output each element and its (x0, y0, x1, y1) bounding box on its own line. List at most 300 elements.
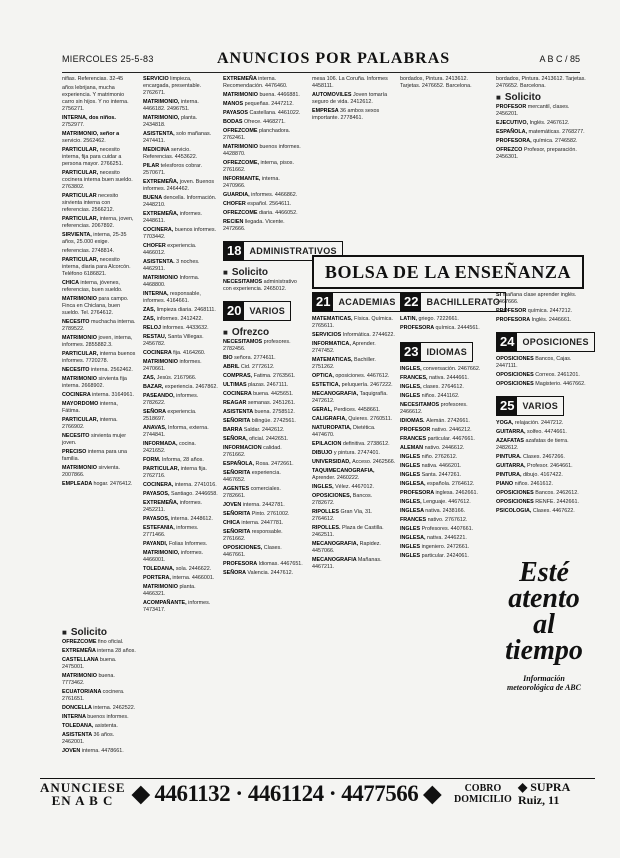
ad-keyword: AUTOMOVILES (312, 92, 353, 98)
classified-ad (62, 296, 137, 317)
ad-text: interna, joven, referencias. 2067892. (62, 216, 134, 229)
ad-text: interna buenos informes. 7720278. (62, 351, 136, 364)
ad-text: referencias. 2748814. (62, 248, 115, 254)
classified-ad (143, 147, 218, 161)
ad-text: Dietética. 4474670. (312, 425, 376, 438)
ad-keyword: OFREZCOME (223, 128, 259, 134)
classified-ad (62, 147, 137, 168)
ad-text: Magisterio. 4467662. (535, 381, 586, 387)
ad-keyword: MATRIMONIO (143, 584, 180, 590)
ad-keyword: PINTURA. (496, 454, 523, 460)
ad-text: interna. 2447781. (241, 520, 284, 526)
ad-keyword: SEÑORITA (223, 418, 252, 424)
classified-ad (400, 375, 488, 382)
ad-keyword: PROFESOR (496, 308, 528, 314)
classified-ad (62, 648, 137, 655)
ad-keyword: COCINERA, (143, 227, 175, 233)
classified-ad (312, 425, 396, 439)
ad-keyword: JOVEN (62, 748, 82, 754)
ad-keyword: INGLESA (400, 508, 426, 514)
ad-text: Jesús. 2167966. (156, 375, 197, 381)
classified-ad (223, 355, 303, 362)
ad-text: niños. 2441162. (421, 393, 460, 399)
ad-keyword: TOLEDANA, (62, 723, 95, 729)
ad-keyword: ZAS, (143, 307, 157, 313)
ad-keyword: COMPRAS, (223, 373, 254, 379)
classified-ad (223, 570, 303, 577)
classified-ad (143, 466, 218, 480)
ad-keyword: RIPOLLES (312, 509, 341, 515)
ad-text: bilingüe. 2742561. (251, 418, 296, 424)
ad-keyword: INGLES, (400, 499, 424, 505)
ad-keyword: BARRA (223, 427, 244, 433)
column-6-intro (496, 76, 586, 90)
ad-keyword: MECANOGRAFIA (312, 557, 358, 563)
ad-text: azafatas de tierra. 2482612. (496, 438, 569, 451)
ad-text: particular. 2424061. (421, 553, 469, 559)
ad-text: Aprender. 2460222. (312, 475, 360, 481)
ad-keyword: PAYASOS, (143, 491, 171, 497)
ad-text: Bancos. 2782672. (312, 493, 373, 506)
classified-ad (62, 723, 137, 730)
section-ofrezco: ■ Ofrezco (223, 327, 270, 338)
classified-ad (312, 450, 396, 457)
section-20-box: 20 VARIOS (223, 301, 291, 321)
ad-keyword: OFREZCO (496, 147, 524, 153)
classified-ad (143, 491, 218, 498)
ad-keyword: RESTAU, (143, 334, 168, 340)
page-title: ANUNCIOS POR PALABRAS (217, 50, 451, 67)
ad-text: Taquigrafía. 2472612. (312, 391, 388, 404)
classified-ad (143, 334, 218, 348)
ad-line-1: Esté (519, 557, 569, 588)
classified-ad (312, 468, 396, 482)
classified-ad (496, 438, 586, 452)
ad-line-3: al (533, 609, 555, 640)
section-solicito-2: ■ Solicito (223, 267, 268, 278)
ad-keyword: MATEMATICAS, (312, 316, 355, 322)
ad-keyword: SIRVIENTA, (62, 232, 94, 238)
ad-keyword: INFORMANTE, (223, 176, 262, 182)
classified-ad (62, 748, 137, 755)
ad-text: buena. 4425651. (253, 391, 294, 397)
ad-keyword: ESTETICA, (312, 382, 342, 388)
ad-text: buena. 4466881. (259, 92, 300, 98)
ad-keyword: COCINERA (143, 350, 174, 356)
classified-ad (496, 104, 586, 118)
ad-text: muchacha interna. 2789522. (62, 319, 136, 332)
classified-ad (223, 391, 303, 398)
ad-text: dencella. Información. 2448210. (143, 195, 217, 208)
ad-text: telesforos cobrar. 2570671. (143, 163, 203, 176)
classified-ad (62, 367, 137, 374)
classified-ad (400, 490, 488, 497)
classified-ad (62, 639, 137, 646)
academias-list (312, 316, 396, 571)
column-1 (62, 76, 137, 621)
classified-ad (496, 381, 586, 388)
ad-text: interna, 25-35 años, 25.000 exige. (62, 232, 127, 245)
classified-ad (223, 128, 303, 142)
classified-ad (223, 445, 303, 459)
classified-ad (143, 425, 218, 439)
ad-text: Aprender. 2747452. (312, 341, 376, 354)
ad-keyword: TAQUIMECANOGRAFIA, (312, 468, 375, 474)
classified-ad (312, 416, 396, 423)
column-4b-top (400, 76, 488, 248)
classified-ad (223, 92, 303, 99)
ad-keyword: PAYASOS (223, 110, 250, 116)
ad-keyword: MAYORDOMO (62, 401, 100, 407)
ad-keyword: RECIEN (223, 219, 245, 225)
ad-text: interna. 2562462. (90, 367, 133, 373)
classified-ad (223, 436, 303, 443)
classified-ad (62, 335, 137, 349)
column-6-oposiciones (496, 292, 589, 557)
classified-ad (143, 99, 218, 113)
ad-keyword: PROFESORA (223, 561, 259, 567)
classified-ad (143, 482, 218, 489)
classified-ad (400, 508, 488, 515)
classified-ad (312, 391, 396, 405)
classified-ad (62, 319, 137, 333)
classified-ad (496, 317, 586, 324)
ad-keyword: INTERNA, dos niños. (62, 115, 116, 121)
ad-keyword: SEÑORA (143, 409, 168, 415)
classified-ad (62, 392, 137, 399)
ad-text: Física. Química. 2765611. (312, 316, 393, 329)
supra-text: ◆ SUPRA (518, 780, 571, 794)
classified-ad (143, 291, 218, 305)
ad-text: Rapidez. 4457066. (312, 541, 381, 554)
classified-ad (223, 364, 303, 371)
ad-keyword: OPOSICIONES (496, 490, 536, 496)
ad-text: informes. 2412422. (156, 316, 203, 322)
ad-text: interna, Fátima. (62, 401, 118, 414)
ad-text: plazas. 2467111. (248, 382, 289, 388)
ad-text: oposiciones. 4467612. (335, 373, 390, 379)
ad-text: español. 2564611. (247, 201, 292, 207)
ad-text: informes. 4433632. (162, 325, 209, 331)
ad-text: Clases. 4467661. (223, 545, 282, 558)
ad-text: Lenguaje. 4467612. (423, 499, 471, 505)
classified-ad (62, 193, 137, 214)
ad-text: informes. 2771466. (143, 525, 199, 538)
classified-ad (312, 316, 396, 330)
classified-ad (62, 216, 137, 230)
classified-ad (62, 376, 137, 390)
column-4-top (312, 76, 396, 248)
classified-ad (223, 101, 303, 108)
classified-ad (143, 600, 218, 614)
ad-text: administrativo con experiencia. 2465012. (223, 279, 297, 292)
ad-text: buenos informes. (87, 714, 129, 720)
classified-ad (496, 490, 586, 497)
ad-keyword: MATRIMONIO (223, 144, 260, 150)
ad-text: cocina. 2421652. (143, 441, 197, 454)
ad-keyword: COCINERA (62, 392, 93, 398)
ad-text: interna. 2766902. (62, 417, 118, 430)
ad-text: Fatima. 2763561. (253, 373, 296, 379)
ad-keyword: ECUATORIANA (62, 689, 103, 695)
classified-ad (223, 418, 303, 425)
classified-ad (62, 657, 137, 671)
ad-keyword: GUARDIA, (223, 192, 252, 198)
classified-ad (312, 357, 396, 371)
ad-text: Idiomas. 4467651. (258, 561, 303, 567)
ad-text: interna. 2741016. (174, 482, 217, 488)
classified-ad (496, 420, 586, 427)
ad-keyword: OPOSICIONES, (223, 545, 264, 551)
classified-ad (143, 227, 218, 241)
ad-text: interna fija. 2762716. (143, 466, 208, 479)
classified-ad (223, 520, 303, 527)
classified-ad (496, 472, 586, 479)
classified-ad (223, 561, 303, 568)
classified-ad (400, 499, 488, 506)
footer-supra (518, 781, 570, 807)
section-18-box: 18 ADMINISTRATIVOS (223, 241, 343, 261)
classified-ad (400, 454, 488, 461)
ad-line-2: atento (508, 583, 580, 614)
column-5-bachillerato (400, 292, 501, 773)
ad-keyword: INGLES (400, 463, 422, 469)
ad-text: buena. 2758512. (254, 409, 295, 415)
ad-keyword: OPOSICIONES (496, 356, 536, 362)
ad-text: informes. 2448611. (143, 211, 203, 224)
ad-keyword: MATRIMONIO (143, 359, 180, 365)
ad-text: y pintura. 2747401. (333, 450, 381, 456)
classified-ad (62, 115, 137, 129)
ad-text: experiencia. 2518697. (143, 409, 197, 422)
ad-keyword: PROFESORA (400, 490, 436, 496)
classified-ad (143, 566, 218, 573)
classified-ad (400, 436, 488, 443)
ad-text: interna para una familia. (62, 449, 128, 462)
ad-keyword: LATIN, (400, 316, 419, 322)
ad-keyword: OPOSICIONES (496, 499, 536, 505)
ad-text: responsable. 2761662. (223, 529, 283, 542)
ad-keyword: ASISTENTA (62, 732, 94, 738)
classified-ad (312, 557, 396, 571)
classified-ad (143, 457, 218, 464)
ad-keyword: EJECUTIVO, (496, 120, 530, 126)
classified-ad (400, 402, 488, 416)
ad-keyword: CASTELLANA (62, 657, 100, 663)
classified-ad (62, 170, 137, 191)
classified-ad (496, 138, 586, 145)
ad-keyword: INGLES (400, 526, 422, 532)
ad-keyword: PARTICULAR, (143, 466, 181, 472)
ad-text: Bancos. 2462612. (535, 490, 579, 496)
ad-keyword: PROFESOR (496, 104, 528, 110)
ad-keyword: NECESITO (62, 367, 91, 373)
classified-ad (223, 219, 303, 233)
ad-keyword: INGLESA, (400, 535, 427, 541)
classified-ad (400, 316, 488, 323)
ad-text: niños. 2461612. (514, 481, 553, 487)
classified-ad (312, 341, 396, 355)
ad-keyword: PSICOLOGIA, (496, 508, 533, 514)
ad-text: Informática. 2744622. (342, 332, 395, 338)
column-6-list (496, 292, 586, 324)
classified-ad (223, 502, 303, 509)
ad-text: Bachiller. 2751262. (312, 357, 376, 370)
classified-ad (496, 292, 586, 306)
ad-keyword: SEÑORA (223, 570, 248, 576)
classified-ad (223, 192, 303, 199)
ad-keyword: BAZAR, (143, 384, 165, 390)
classified-ad (62, 689, 137, 703)
idiomas-list (400, 366, 488, 560)
ad-keyword: MECANOGRAFIA, (312, 391, 360, 397)
footer-anunciese (40, 781, 125, 807)
ad-keyword: GUITARRA, (496, 463, 528, 469)
ad-text: Joven tomaría seguro de vida. 2412612. (312, 92, 388, 105)
ad-text: interna. 3164961. (92, 392, 135, 398)
classified-ad (143, 211, 218, 225)
classified-ad (223, 144, 303, 158)
classified-ad (312, 108, 396, 122)
ad-keyword: MATRIMONIO, señor a (62, 131, 120, 137)
ad-text: griego. 7222661. (418, 316, 459, 322)
ad-text: limpieza, encargada, presentable. 2762671. (143, 76, 202, 96)
ad-text: definitiva. 2738612. (342, 441, 390, 447)
ad-text: Informa. 4468800. (143, 275, 200, 288)
ad-text: interna. Recomendación. 4476460. (223, 76, 288, 89)
ad-keyword: FRANCES (400, 436, 428, 442)
classified-ad (143, 375, 218, 382)
ad-text: joven. Buenos informes. 2464462. (143, 179, 215, 192)
classified-ad (496, 454, 586, 461)
ad-text: planta. 2434818. (143, 115, 198, 128)
ad-keyword: INGLES (400, 454, 422, 460)
ad-keyword: INGLES (400, 472, 422, 478)
classified-ad (143, 350, 218, 357)
page-number: A B C / 85 (539, 54, 580, 64)
classified-ad (62, 232, 137, 246)
classified-ad (400, 445, 488, 452)
ad-text: buena. 7773462. (62, 673, 115, 686)
ad-keyword: SEÑORITA (223, 470, 252, 476)
classified-ad (223, 461, 303, 468)
ad-text: asistenta. (94, 723, 118, 729)
ad-text: llegada. Vicente. 2472666. (223, 219, 285, 232)
ad-keyword: INTERNA (62, 714, 88, 720)
ad-keyword: GUITARRA, (496, 429, 528, 435)
ad-keyword: IDIOMAS. (400, 418, 427, 424)
ad-text: responsable, informes. 4164661. (143, 291, 201, 304)
classified-ad (143, 575, 218, 582)
ad-keyword: EMPLEADA (62, 481, 94, 487)
ad-text: mañana clase aprender inglés. 2467666. (496, 292, 577, 305)
ad-text: conversación. 2467662. (423, 366, 481, 372)
ad-keyword: INGLESA, (400, 481, 427, 487)
ad-keyword: CALIGRAFIA, (312, 416, 349, 422)
classified-ad (312, 76, 396, 90)
ad-keyword: PROFESORA (400, 325, 436, 331)
ad-keyword: ACOMPAÑANTE, (143, 600, 189, 606)
ad-keyword: EXTREMEÑA, (143, 500, 180, 506)
ad-text: nativo. 2446612. (424, 445, 465, 451)
ad-keyword: INGLES (400, 544, 422, 550)
classified-ad (62, 417, 137, 431)
ad-text: sola. 2446622. (175, 566, 212, 572)
page-date: MIERCOLES 25-5-83 (62, 54, 154, 64)
classified-ad (62, 449, 137, 463)
classified-ad (62, 248, 137, 255)
classified-ad (400, 366, 488, 373)
ad-keyword: RELOJ (143, 325, 163, 331)
classified-ad (496, 463, 586, 470)
ad-keyword: OFREZCOME (62, 639, 98, 645)
ad-keyword: MATRIMONIO (62, 296, 99, 302)
ad-keyword: EXTREMEÑA (62, 648, 98, 654)
ad-keyword: ABRIL (223, 364, 241, 370)
ad-keyword: MATEMATICAS, (312, 357, 355, 363)
ad-text: química. 2746582. (533, 138, 578, 144)
ad-keyword: EMPRESA (312, 108, 340, 114)
ad-text: calidad. 2761662. (223, 445, 282, 458)
ad-keyword: PARTICULAR (62, 193, 99, 199)
ad-keyword: AGENTES (223, 486, 251, 492)
ruiz-text: Ruiz, 11 (518, 793, 560, 807)
ad-text: Vélez. 4467012. (335, 484, 375, 490)
ad-text: interna. 2448612. (170, 516, 213, 522)
ad-keyword: INGLES, (312, 484, 336, 490)
classified-ad (62, 401, 137, 415)
ad-line-4: tiempo (505, 635, 583, 666)
column-2 (143, 76, 218, 773)
ad-text: servicio. 2562462. (62, 138, 106, 144)
ad-text: Inglés. 2446661. (531, 317, 572, 323)
classified-ad (62, 76, 137, 83)
ad-keyword: INGLES (400, 553, 422, 559)
classified-ad (400, 393, 488, 400)
ad-keyword: MATRIMONIO, (143, 99, 181, 105)
ad-text: fija. 4164260. (173, 350, 206, 356)
classified-ad (143, 131, 218, 145)
ad-keyword: EXTREMEÑA, (143, 211, 180, 217)
ad-text: informes. 4466862. (251, 192, 298, 198)
classified-ad (400, 472, 488, 479)
ad-keyword: RIPOLLES. (312, 525, 342, 531)
classified-ad (143, 516, 218, 523)
varios-list (223, 339, 303, 577)
classified-ad (496, 147, 586, 161)
ad-keyword: DIBUJO (312, 450, 334, 456)
footer-banner (40, 778, 595, 809)
ad-text: informes. 4466001. (143, 550, 204, 563)
ad-keyword: TOLEDANA, (143, 566, 176, 572)
classified-ad (400, 553, 488, 560)
ad-text: interna. 4466182. 2496751. (143, 99, 199, 112)
classified-ad (312, 382, 396, 389)
classified-ad (143, 359, 218, 373)
ad-text: RENFE. 2442661. (535, 499, 579, 505)
ad-text: española. 2764612. (426, 481, 475, 487)
ad-keyword: CHICA (62, 280, 81, 286)
ad-text: Folias Informes. (168, 541, 208, 547)
ad-keyword: MATRIMONIO (223, 92, 260, 98)
ad-text: Quieres. 2760511. (348, 416, 393, 422)
ad-keyword: OFREZCOME, (223, 160, 261, 166)
ad-keyword: CHOFER (223, 201, 248, 207)
ad-keyword: PARTICULAR, (62, 147, 100, 153)
classified-ad (223, 409, 303, 416)
ad-keyword: UNIVERSIDAD, (312, 459, 353, 465)
ad-keyword: OPOSICIONES, (312, 493, 353, 499)
